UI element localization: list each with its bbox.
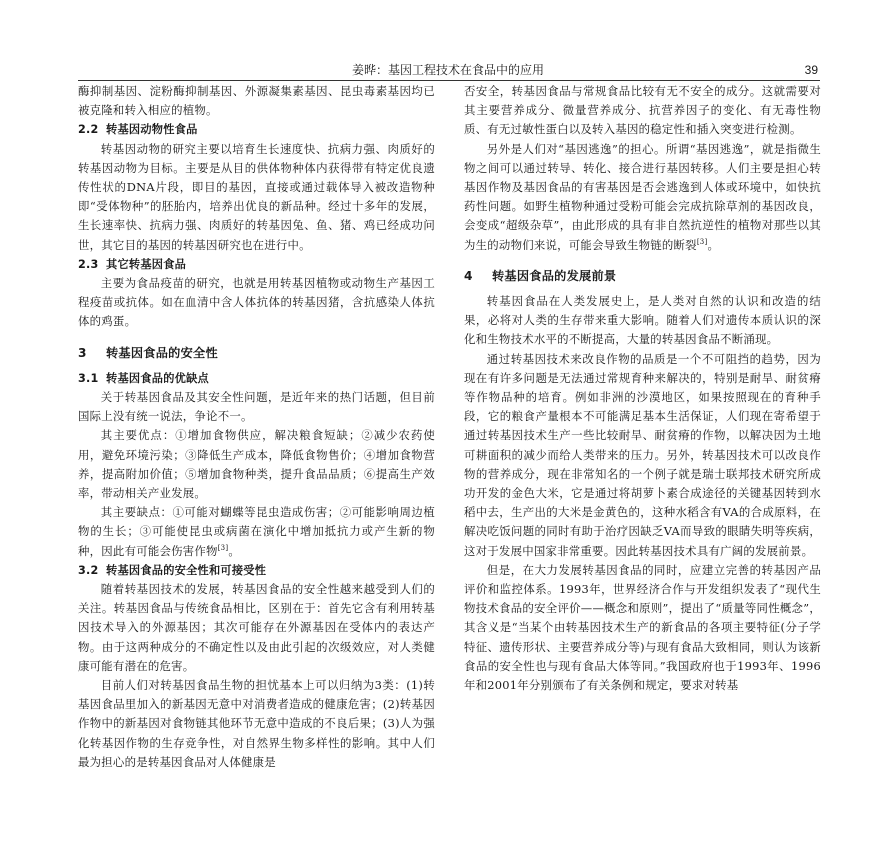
section-number: 3.1: [78, 371, 99, 385]
section-heading-3-2: [78, 561, 435, 580]
right-column: [464, 82, 821, 695]
section-title: 转基因动物性食品: [106, 123, 198, 137]
paragraph: 关于转基因食品及其安全性问题，是近年来的热门话题，但目前国际上没有统一说法，争论不一。: [78, 390, 435, 424]
paragraph-text: 。: [707, 237, 720, 252]
section-title: 转基因食品的优缺点: [106, 371, 209, 385]
paragraph: 随着转基因技术的发展，转基因食品的安全性越来越受到人们的关注。转基因食品与传统食品相比，区别在于：首先它含有利用转基因技术导入的外源基因；其次可能存在外源基因在受体内的表达产物。由于这两种成分的不确定性以及由此引起的次级效应，对人类健康可能有潜在的危害。: [78, 582, 435, 673]
paragraph: 转基因动物的研究主要以培育生长速度快、抗病力强、肉质好的转基因动物为目标。主要是从目的供体物种体内获得带有特定优良遗传性状的DNA片段，即目的基因，直接或通过载体导入被改造物种即“受体物种”的胚胎内，培养出优良的新品种。经过十多年的发展，生长速率快、抗病力强、肉质好的转基因兔、鱼、猪、鸡已经成功问世，其它目的基因的转基因研究也在进行中。: [78, 141, 435, 252]
paragraph-continued: 否安全，转基因食品与常规食品比较有无不安全的成分。这就需要对其主要营养成分、微量营养成分、抗营养因子的变化、有无毒性物质、有无过敏性蛋白以及转入基因的稳定性和插入突变进行检测。: [464, 84, 821, 137]
left-column: [78, 82, 435, 772]
paragraph-text: 其主要缺点：①可能对蝴蝶等昆虫造成伤害；②可能影响周边植物的生长；③可能使昆虫或病菌在演化中增加抵抗力或产生新的物种，因此有可能会伤害作物: [78, 505, 435, 558]
spacer: [78, 332, 435, 344]
spacer: [464, 255, 821, 267]
section-title: 转基因食品的安全性: [106, 345, 218, 360]
paragraph: 目前人们对转基因食品生物的担忧基本上可以归纳为3类：(1)转基因食品里加入的新基因无意中对消费者造成的健康危害；(2)转基因作物中的新基因对食物链其他环节无意中造成的不良后果；(3)人为强化转基因作物的生存竞争性，对自然界生物多样性的影响。其中人们最为担心的是转基因食品对人体健康是: [78, 678, 435, 769]
running-title: 姜晔：基因工程技术在食品中的应用: [351, 63, 544, 77]
paragraph: 其主要优点：①增加食物供应，解决粮食短缺；②减少农药使用，避免环境污染；③降低生产成本，降低食物售价；④增加食物营养，提高附加价值；⑤增加食物种类，提升食品品质；⑥提高生产效率，带动相关产业发展。: [78, 428, 435, 501]
section-title: 转基因食品的安全性和可接受性: [106, 563, 267, 577]
section-heading-3-1: [78, 369, 435, 388]
paragraph-text: 。: [228, 543, 241, 558]
section-number: 3: [78, 345, 87, 360]
section-number: 3.2: [78, 563, 99, 577]
section-number: 2.2: [78, 123, 99, 137]
paragraph: [78, 503, 435, 561]
running-header: [78, 62, 818, 78]
section-heading-3: [78, 344, 435, 363]
paragraph: [464, 140, 821, 255]
citation: [3]: [217, 543, 229, 552]
page-number: 39: [804, 63, 818, 77]
citation: [3]: [696, 237, 708, 246]
header-rule: [78, 80, 820, 81]
paragraph: 通过转基因技术来改良作物的品质是一个不可阻挡的趋势，因为现在有许多问题是无法通过常规育种来解决的，特别是耐旱、耐贫瘠等作物品种的培育。例如非洲的沙漠地区，如果按照现在的育种手段，它的粮食产量根本不可能满足基本生活保证，人们现在寄希望于通过转基因技术生产一些比较耐旱、耐贫瘠的作物，以解决因为土地可耕面积的减少而给人类带来的压力。另外，转基因技术可以改良作物的营养成分，现在非常知名的一个例子就是瑞士联邦技术研究所成功开发的金色大米，它是通过将胡萝卜素合成途径的关键基因转到水稻中去，生产出的大米是金黄色的，这种水稻含有VA的合成原料，在解决吃饭问题的同时有助于治疗因缺乏VA而导致的眼睛失明等疾病，这对于发展中国家非常重要。因此转基因技术具有广阔的发展前景。: [464, 351, 821, 558]
section-heading-2-2: [78, 120, 435, 139]
paragraph: 主要为食品疫苗的研究，也就是用转基因植物或动物生产基因工程疫苗或抗体。如在血清中含人体抗体的转基因猪，含抗感染人体抗体的鸡蛋。: [78, 276, 435, 329]
paragraph-text: 另外是人们对“基因逃逸”的担心。所谓“基因逃逸”，就是指微生物之间可以通过转导、转化、接合进行基因转移。人们主要是担心转基因作物及基因食品的有害基因是否会逃逸到人体或环境中，如快抗药性问题。如野生植物种通过受粉可能会完成抗除草剂的基因改良，会变成“超级杂草”，由此形成的具有非自然抗逆性的植物对那些以其为生的动物们来说，可能会导致生物链的断裂: [464, 141, 821, 252]
section-heading-2-3: [78, 255, 435, 274]
section-number: 4: [464, 268, 473, 283]
section-heading-4: [464, 267, 821, 286]
section-title: 其它转基因食品: [106, 257, 187, 271]
section-number: 2.3: [78, 257, 99, 271]
paragraph-continued: 酶抑制基因、淀粉酶抑制基因、外源凝集素基因、昆虫毒素基因均已被克隆和转入相应的植物。: [78, 84, 435, 118]
paragraph: 转基因食品在人类发展史上，是人类对自然的认识和改造的结果，必将对人类的生存带来重大影响。随着人们对遗传本质认识的深化和生物技术水平的不断提高，大量的转基因食品不断涌现。: [464, 294, 821, 347]
section-title: 转基因食品的发展前景: [492, 268, 617, 283]
paragraph: 但是，在大力发展转基因食品的同时，应建立完善的转基因产品评价和监控体系。1993年，世界经济合作与开发组织发表了“现代生物技术食品的安全评价——概念和原则”，提出了“质量等同性概念”，其含义是“当某个由转基因技术生产的新食品的各项主要特征(分子学特征、遗传形状、主要营养成分等)与现有食品大致相同，则认为该新食品的安全性也与现有食品大体等同。”我国政府也于1993年、1996年和2001年分别颁布了有关条例和规定，要求对转基: [464, 562, 821, 693]
